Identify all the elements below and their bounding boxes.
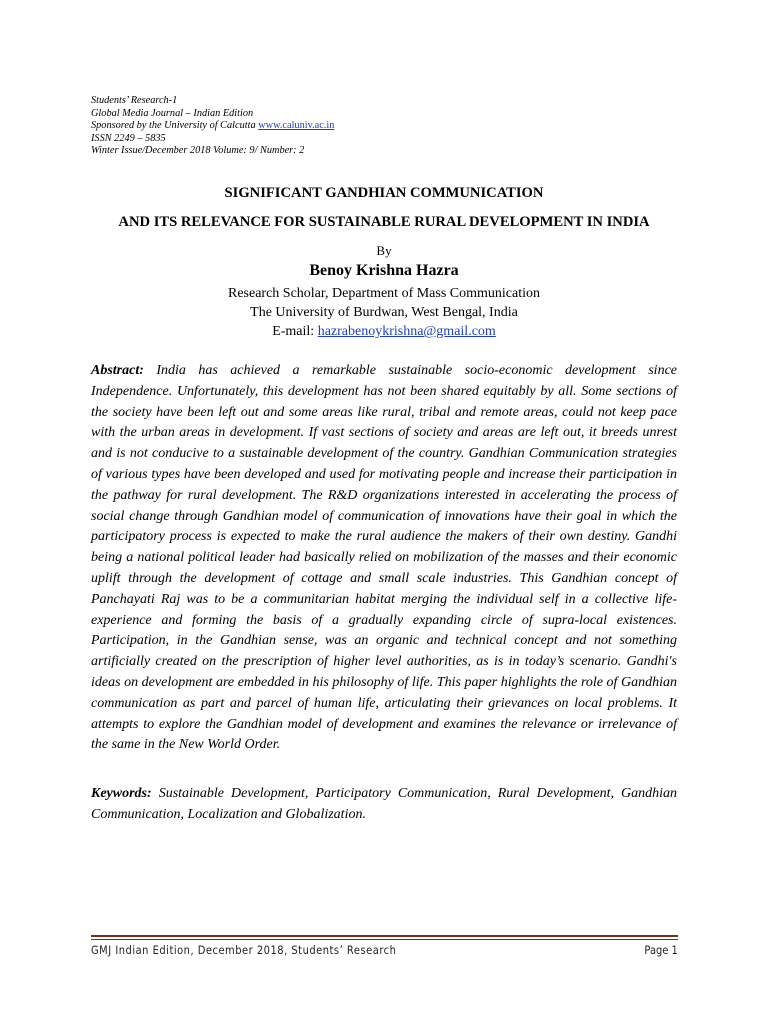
email-link[interactable]: hazrabenoykrishna@gmail.com: [317, 324, 496, 339]
keywords-text: Sustainable Development, Participatory Communication, Rural Development, Gandhian Communication, Localization and Globalization.: [91, 786, 678, 822]
header-line-journal: Global Media Journal – Indian Edition: [91, 107, 254, 119]
header-line-issn: ISSN 2249 – 5835: [91, 132, 166, 144]
header-line-series: Students’ Research-1: [91, 95, 178, 106]
author-affiliation-1: Research Scholar, Department of Mass Communication: [227, 286, 541, 301]
page-number: Page 1: [644, 943, 678, 957]
paper-title-line-1: SIGNIFICANT GANDHIAN COMMUNICATION: [224, 185, 544, 201]
footer-divider: [91, 935, 678, 937]
author-affiliation-2: The University of Burdwan, West Bengal, India: [250, 305, 518, 320]
abstract: [91, 361, 677, 756]
email-label: E-mail:: [272, 324, 318, 339]
university-link[interactable]: www.caluniv.ac.in: [258, 120, 335, 132]
paper-title-line-2: AND ITS RELEVANCE FOR SUSTAINABLE RURAL DEVELOPMENT IN INDIA: [118, 214, 650, 230]
journal-header: [91, 95, 691, 158]
keywords-label: Keywords:: [91, 786, 152, 801]
abstract-text: India has achieved a remarkable sustainable socio-economic development since Independence. Unfortunately, this development has not been shared equitably by all. Some sections of the society have been left out and some areas like rural, tribal and remote areas, could not keep pace with the urban areas in development. If vast sections of society and areas are left out, it breeds unrest and is not conducive to a sustainable development of the country. Gandhian Communication strategies of various types have been developed and used for motivating people and increase their participation in the pathway for rural development. The R&D organizations interested in accelerating the process of social change through Gandhian model of communication of innovations have their goal in which the participatory process is expected to make the rural audience the makers of their own destiny. Gandhi being a national political leader had basically relied on mobilization of the masses and their economic uplift through the development of cottage and small scale industries. This Gandhian concept of Panchayati Raj was to be a communitarian habitat merging the individual self in a collective life- experience and forming the basis of a gradually expanding circle of supra-local existences. Participation, in the Gandhian sense, was an organic and technical concept and not something artificially created on the prescription of higher level authorities, as is in today’s scenario. Gandhi's ideas on development are embedded in his philosophy of life. This paper highlights the role of Gandhian communication as part and parcel of human life, articulating their grievances on local problems. It attempts to explore the Gandhian model of development and examines the relevance or irrelevance of the same in the New World Order.: [91, 363, 677, 753]
byline: By: [376, 243, 392, 258]
header-line-issue: Winter Issue/December 2018 Volume: 9/ Number: 2: [91, 145, 305, 157]
author-email-line: [60, 324, 708, 340]
author-name: Benoy Krishna Hazra: [309, 262, 459, 279]
footer-citation: GMJ Indian Edition, December 2018, Students’ Research: [91, 943, 397, 957]
keywords: [91, 784, 677, 826]
footer-divider-thin: [91, 939, 678, 940]
abstract-label: Abstract:: [91, 363, 144, 378]
sponsor-text: Sponsored by the University of Calcutta: [91, 120, 259, 132]
header-line-sponsor: [91, 120, 691, 133]
